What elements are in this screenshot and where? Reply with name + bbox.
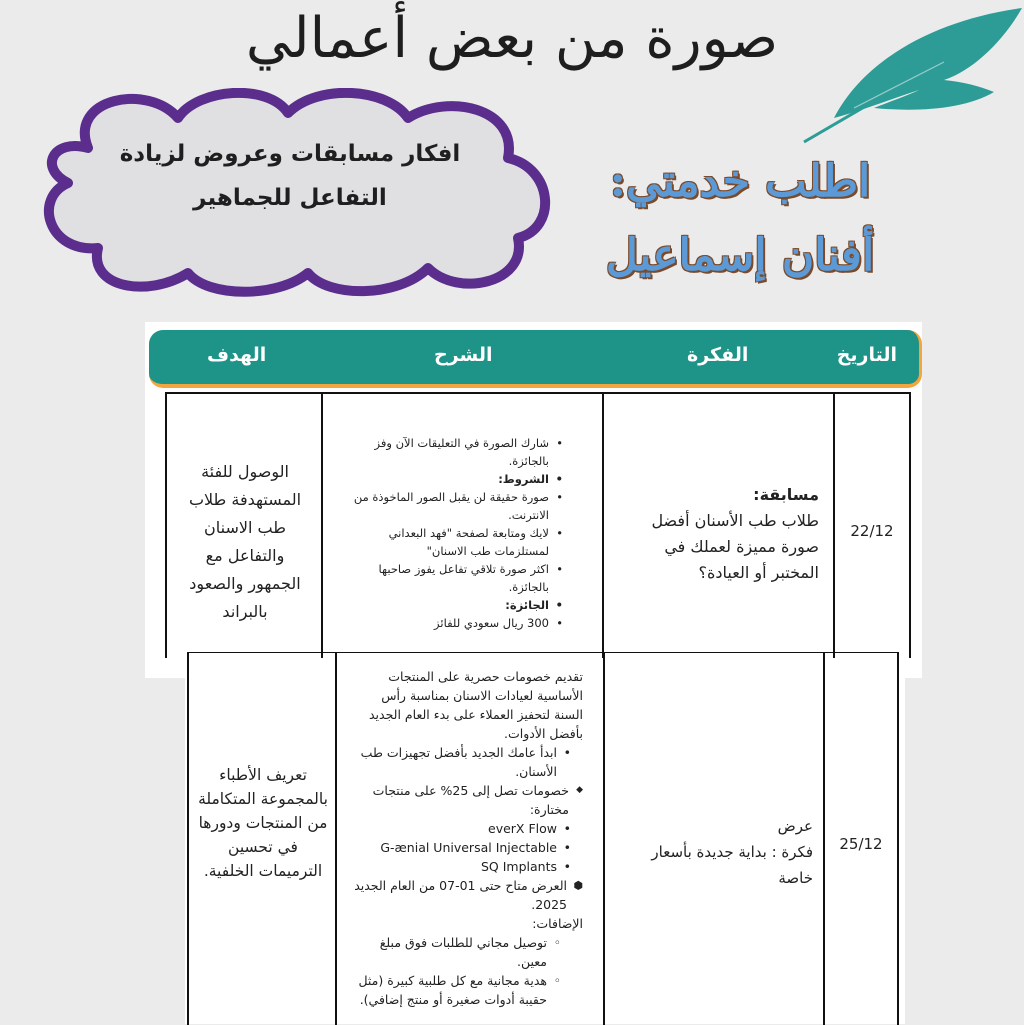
row2-discount: ◆ خصومات تصل إلى 25% على منتجات مختارة: xyxy=(351,781,583,819)
header-date: التاريخ xyxy=(836,344,897,366)
order-line-1: اطلب خدمتي: xyxy=(609,156,871,207)
order-service xyxy=(600,145,880,293)
row2-date: 25/12 xyxy=(839,835,883,853)
row2-addition-1: ◦ توصيل مجاني للطلبات فوق مبلغ معين. xyxy=(351,933,561,971)
order-name: أفنان إسماعيل xyxy=(605,230,875,281)
row1-date: 22/12 xyxy=(850,522,894,540)
page-title: صورة من بعض أعمالي xyxy=(245,6,779,71)
row1-idea-label: مسابقة: xyxy=(753,485,819,504)
row2-intro: تقديم خصومات حصرية على المنتجات الأساسية لعيادات الاسنان بمناسبة رأس السنة لتحفيز العملاء على بدء العام الجديد بأفضل الأدوات. xyxy=(368,669,583,741)
header-idea: الفكرة xyxy=(687,344,749,366)
header-goal: الهدف xyxy=(207,344,267,366)
row1-conditions-label: • الشروط: xyxy=(353,470,563,488)
row1-prize: • 300 ريال سعودي للفائز xyxy=(353,614,563,632)
row1-cond-2: • لايك ومتابعة لصفحة "فهد البعداني لمستلزمات طب الاسنان" xyxy=(353,524,563,560)
row1-cond-1: • صورة حقيقة لن يقبل الصور الماخوذة من الانترنت. xyxy=(353,488,563,524)
row2-explanation xyxy=(351,667,583,1009)
cloud-text xyxy=(70,132,510,220)
cloud-line-2: التفاعل للجماهير xyxy=(193,185,387,211)
row1-exp-intro: • شارك الصورة في التعليقات الآن وفز بالجائزة. xyxy=(353,434,563,470)
table-row-2 xyxy=(187,652,899,1025)
row2-addition-2: ◦ هدية مجانية مع كل طلبية كبيرة (مثل حقيبة أدوات صغيرة أو منتج إضافي). xyxy=(351,971,561,1009)
row2-product-1: • everX Flow xyxy=(351,819,571,838)
row1-idea-text: طلاب طب الأسنان أفضل صورة مميزة لعملك في المختبر أو العيادة؟ xyxy=(651,511,819,582)
row1-goal: الوصول للفئة المستهدفة طلاب طب الاسنان والتفاعل مع الجمهور والصعود بالبراند xyxy=(188,462,302,621)
row2-offer: ⬢ العرض متاح حتى 01-07 من العام الجديد 2025. xyxy=(351,876,583,914)
row2-idea: عرض فكرة : بداية جديدة بأسعار خاصة xyxy=(651,817,813,887)
row2-bullet-1: • ابدأ عامك الجديد بأفضل تجهيزات طب الأسنان. xyxy=(351,743,571,781)
row2-product-3: • SQ Implants xyxy=(351,857,571,876)
table-header xyxy=(149,330,922,388)
row1-explanation xyxy=(353,434,563,632)
feather-icon xyxy=(794,0,1024,150)
cloud-line-1: افكار مسابقات وعروض لزيادة xyxy=(119,141,461,167)
row1-cond-3: • اكثر صورة تلاقي تفاعل يفوز صاحبها بالجائزة. xyxy=(353,560,563,596)
table-row-1 xyxy=(165,392,911,658)
row1-prize-label: • الجائزة: xyxy=(353,596,563,614)
row2-product-2: • G-ænial Universal Injectable xyxy=(351,838,571,857)
row2-goal: تعريف الأطباء بالمجموعة المتكاملة من المنتجات ودورها في تحسين الترميمات الخلفية. xyxy=(198,766,328,880)
row2-additions-label: الإضافات: xyxy=(532,916,583,931)
row1-idea xyxy=(629,482,819,586)
header-explanation: الشرح xyxy=(434,344,493,366)
